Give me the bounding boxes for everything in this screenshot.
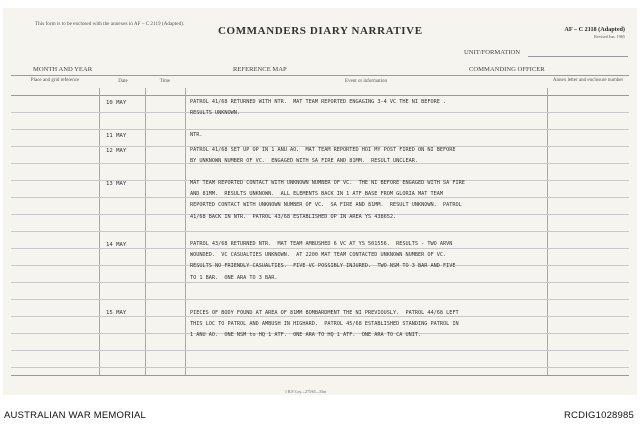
printer-code: 1 B.P. Coy—275/65—55m — [285, 390, 327, 394]
column-header-time: Time — [159, 79, 171, 84]
commanding-officer-label: COMMANDING OFFICER — [469, 66, 545, 73]
entry-text: NTR. — [190, 132, 203, 138]
entry-text: PIECES OF BODY FOUND AT AREA OF 81MM BOMBARDMENT THE NI PREVIOUSLY. PATROL 44/68 LEFT THIS LOC TO PATROL AND AMBUSH IN HIGHARD. PATROL 45/68 ESTABLISHED STANDING PATROL IN 1 ANU AO. ONE NSM to HQ 1 ATF. ONE ARA TO HQ 1 ATF. ONE ARA TO CA UNIT. — [190, 310, 459, 339]
enclosure-note: This form is to be enclosed with the annexes in AF – C 2119 (Adapted). — [35, 21, 185, 27]
entry-date: 10 MAY — [106, 100, 127, 106]
entry-text: PATROL 41/68 RETURNED WITH NTR. MAT TEAM REPORTED ENGAGING 3-4 VC THE NI BEFORE . RESULTS UNKNOWN. — [190, 99, 447, 117]
entry-text: PATROL 43/68 RETURNED NTR. MAT TEAM AMBUSHED 6 VC AT YS 501556. RESULTS - TWO ARVN WOUNDED. VC CASUALTIES UNKNOWN. AT 2200 MAT TEAM CONTACTED UNKNOWN NUMBER OF VC. RESULTS NO FRIENDLY CASUALTIES. FIVE VC POSSIBLY INJURED. TWO NSM TO 3 BAR AND FIVE TO 1 BAR. ONE ARA TO 3 BAR. — [190, 241, 456, 281]
catalogue-id: RCDIG1028985 — [564, 410, 634, 421]
header-bottom-rule — [11, 95, 629, 96]
entry-date: 15 MAY — [106, 310, 127, 316]
diary-form-sheet — [3, 8, 637, 395]
archive-name: AUSTRALIAN WAR MEMORIAL — [4, 410, 147, 421]
entry-text: MAT TEAM REPORTED CONTACT WITH UNKNOWN NUMBER OF VC. THE NI BEFORE ENGAGED WITH SA FIRE AND 81MM. RESULTS UNKNOWN. ALL ELEMENTS BACK IN 1 ATF BASE FROM GLORIA MAT TEAM REPORTED CONTACT WITH UNKNOWN NUMBER OF VC. SA FIRE AND 81MM. RESULT UNKNOWN. PATROL 41/68 BACK IN NTR. PATROL 43/68 ESTABLISHED OP IN AREA YS 438652. — [190, 180, 465, 220]
entry-date: 11 MAY — [106, 133, 127, 139]
column-header-event: Event or information — [345, 79, 387, 84]
entry-date: 14 MAY — [106, 242, 127, 248]
column-header-place: Place and grid reference — [30, 78, 80, 83]
table-bottom-rule — [11, 375, 629, 376]
unit-formation-line — [528, 56, 628, 57]
entry-date: 12 MAY — [106, 148, 127, 154]
revision-date: Revised Jun. 1965 — [594, 34, 625, 39]
unit-formation-label: UNIT/FORMATION — [464, 49, 521, 56]
month-year-label: MONTH AND YEAR — [33, 66, 93, 73]
ruled-line — [11, 299, 629, 300]
entry-text: PATROL 41/68 SET UP OP IN 1 ANU AO. MAT TEAM REPORTED HOI MY POST FIRED ON NI BEFORE BY UNKNOWN NUMBER OF VC. ENGAGED WITH SA FIRE AND 81MM. RESULT UNCLEAR. — [190, 147, 456, 165]
ruled-line — [11, 350, 629, 351]
entry-date: 13 MAY — [106, 181, 127, 187]
header-top-rule — [11, 75, 629, 76]
column-header-date: Date — [118, 79, 128, 84]
form-title: COMMANDERS DIARY NARRATIVE — [218, 25, 423, 37]
column-header-annex: Annex letter and enclosure number — [552, 78, 624, 83]
reference-map-label: REFERENCE MAP — [233, 66, 287, 73]
form-number: AF – C 2118 (Adapted) — [564, 26, 625, 33]
ruled-line — [11, 367, 629, 368]
ruled-line — [11, 231, 629, 232]
